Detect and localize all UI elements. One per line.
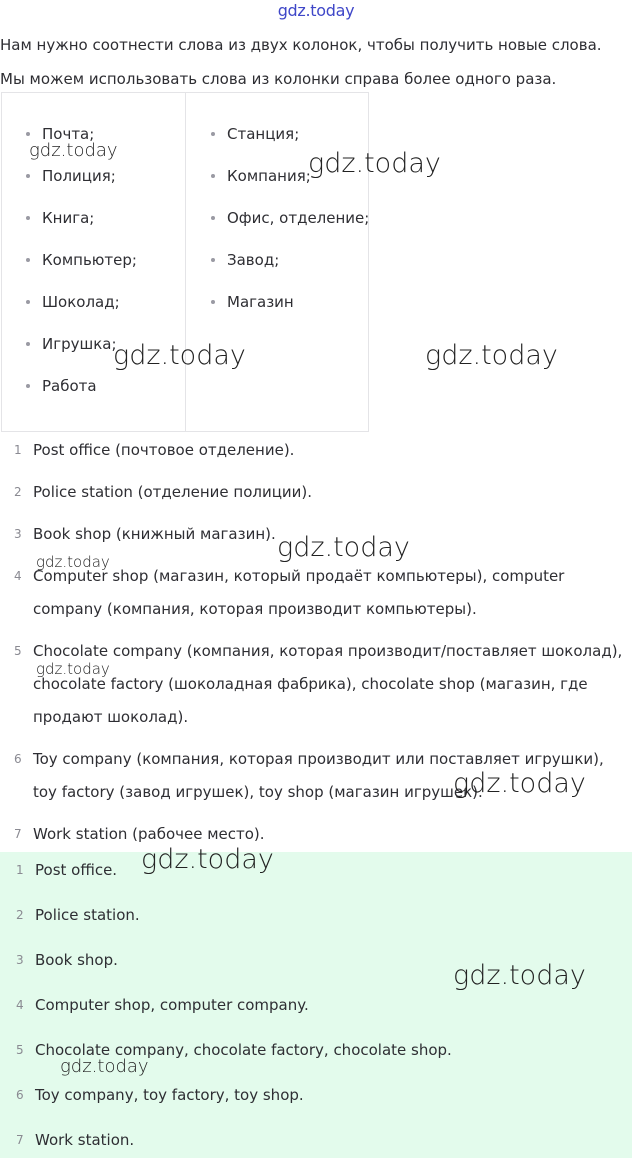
item-number: 6 xyxy=(16,1088,24,1102)
watermark: gdz.today xyxy=(425,340,558,371)
item-text: Police station (отделение полиции). xyxy=(33,483,313,501)
item-number: 5 xyxy=(14,644,22,658)
item-text: Work station (рабочее место). xyxy=(33,825,265,843)
item-number: 5 xyxy=(16,1043,24,1057)
item-text: Toy company (компания, которая производит или поставляет игрушки), toy factory (завод игрушек), toy shop (магазин игрушек). xyxy=(33,750,604,801)
watermark: gdz.today xyxy=(308,148,441,179)
item-number: 4 xyxy=(14,569,22,583)
item-number: 6 xyxy=(14,752,22,766)
item-text: Post office. xyxy=(35,861,118,879)
item-number: 4 xyxy=(16,998,24,1012)
right-item: Офис, отделение; xyxy=(209,200,369,242)
item-number: 2 xyxy=(14,485,22,499)
column-divider xyxy=(185,93,186,431)
item-text: Post office (почтовое отделение). xyxy=(33,441,295,459)
item-text: Computer shop (магазин, который продаёт компьютеры), computer company (компания, которая производит компьютеры). xyxy=(33,567,565,618)
item-number: 7 xyxy=(16,1133,24,1147)
watermark: gdz.today xyxy=(141,844,274,875)
left-item: Книга; xyxy=(24,200,137,242)
right-item: Станция; xyxy=(209,116,369,158)
list-item xyxy=(0,434,632,467)
watermark: gdz.today xyxy=(453,768,586,799)
item-text: Work station. xyxy=(35,1131,135,1149)
list-item xyxy=(0,635,632,734)
watermark: gdz.today xyxy=(453,960,586,991)
watermark: gdz.today xyxy=(36,660,110,678)
watermark: gdz.today xyxy=(60,1056,149,1077)
left-item: Шоколад; xyxy=(24,284,137,326)
item-text: Chocolate company, chocolate factory, chocolate shop. xyxy=(35,1041,452,1059)
watermark: gdz.today xyxy=(36,553,110,571)
task-intro: Нам нужно соотнести слова из двух колонок, чтобы получить новые слова. Мы можем использовать слова из колонки справа более одного раза. xyxy=(0,36,602,88)
item-number: 3 xyxy=(16,953,24,967)
item-number: 7 xyxy=(14,827,22,841)
watermark: gdz.today xyxy=(113,340,246,371)
item-number: 2 xyxy=(16,908,24,922)
answer-item xyxy=(0,897,632,942)
item-text: Toy company, toy factory, toy shop. xyxy=(35,1086,304,1104)
answer-item xyxy=(0,1077,632,1122)
right-item: Компания; xyxy=(209,158,369,200)
left-item: Игрушка; xyxy=(24,326,137,368)
answer-item xyxy=(0,987,632,1032)
list-item xyxy=(0,818,632,851)
watermark: gdz.today xyxy=(29,140,118,161)
item-text: Police station. xyxy=(35,906,140,924)
item-text: Computer shop, computer company. xyxy=(35,996,309,1014)
right-item: Магазин xyxy=(209,284,369,326)
item-text: Chocolate company (компания, которая производит/поставляет шоколад), chocolate factory (шоколадная фабрика), chocolate shop (магазин, где продают шоколад). xyxy=(33,642,623,726)
item-number: 3 xyxy=(14,527,22,541)
item-text: Book shop (книжный магазин). xyxy=(33,525,276,543)
item-number: 1 xyxy=(14,443,22,457)
left-item: Полиция; xyxy=(24,158,137,200)
answer-item xyxy=(0,1122,632,1167)
right-item: Завод; xyxy=(209,242,369,284)
site-logo[interactable]: gdz.today xyxy=(277,1,355,20)
left-item: Работа xyxy=(24,368,137,410)
watermark: gdz.today xyxy=(277,532,410,563)
item-text: Book shop. xyxy=(35,951,118,969)
item-number: 1 xyxy=(16,863,24,877)
answers-list xyxy=(0,852,632,1167)
left-item: Почта; xyxy=(24,116,137,158)
list-item xyxy=(0,476,632,509)
left-item: Компьютер; xyxy=(24,242,137,284)
answer-item xyxy=(0,852,632,897)
